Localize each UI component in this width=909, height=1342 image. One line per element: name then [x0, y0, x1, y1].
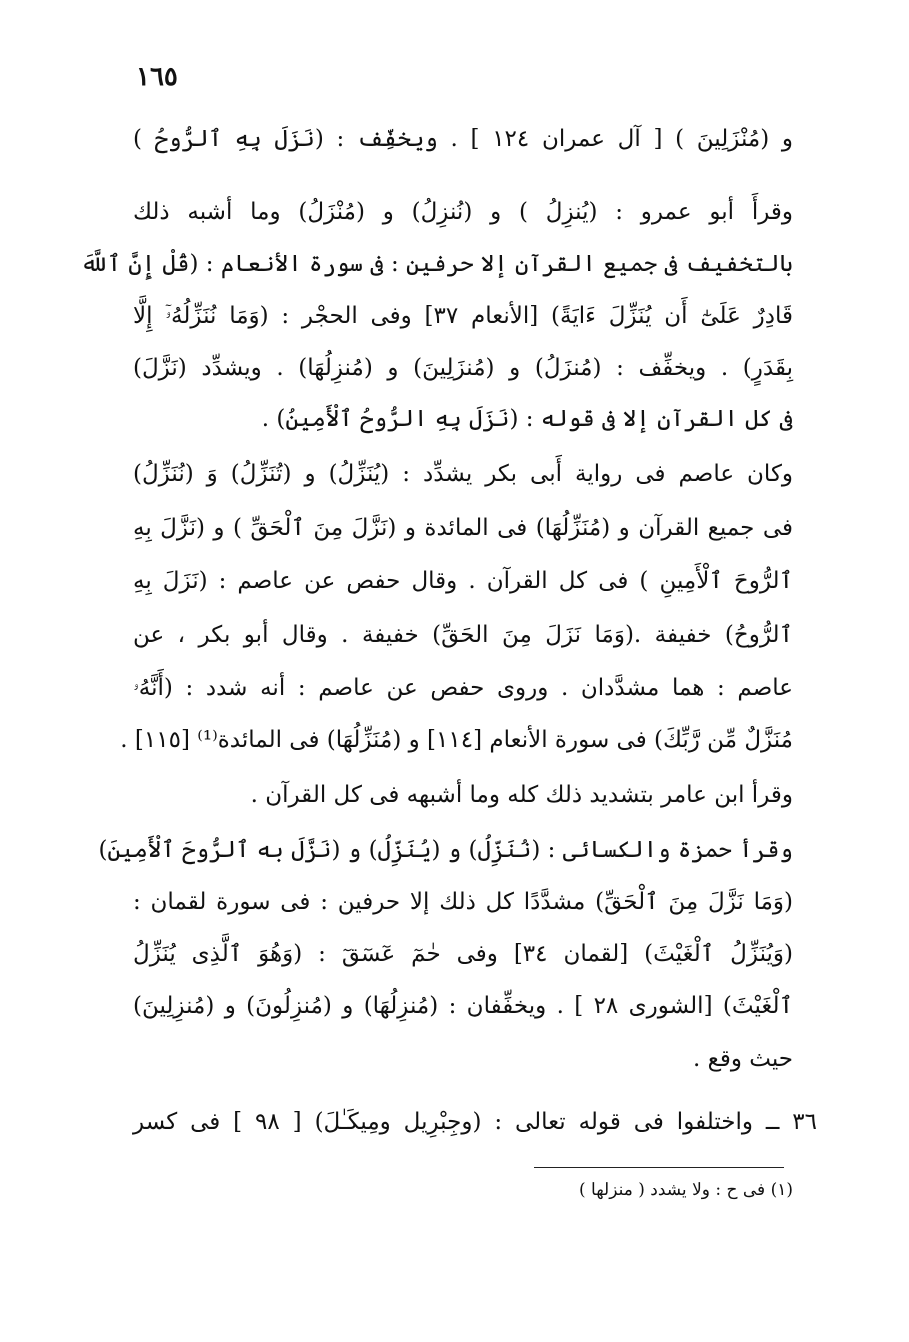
- text-line-11: عاصم : هما مشدَّدان . وروى حفص عن عاصم : أنه شدد : (أَنَّهُۥ: [133, 675, 793, 701]
- text-line-13: وقرأ ابن عامر بتشديد ذلك كله وما أشبهه فى كل القرآن .: [250, 782, 793, 808]
- text-line-17: ٱلْغَيْثَ) [الشورى ٢٨ ] . ويخفِّفان : (مُنزِلُهَا) و (مُنزِلُونَ) و (مُنزِلِينَ): [133, 993, 793, 1019]
- footnote-rule: [534, 1167, 784, 1168]
- text-line-19: ٣٦ ــ واختلفوا فى قوله تعالى : (وجِبْرِيل ومِيكَـٰلَ) [ ٩٨ ] فى كسر: [133, 1109, 818, 1135]
- text-line-14: وقرأ حمزة والكسائى : (نُنَزِّلُ) و (يُنَزِّلُ) و (نَزَّلَ به ٱلرُّوحَ ٱلْأَمِينَ): [98, 837, 793, 863]
- text-line-12: مُنَزَّلٌ مِّن رَّبِّكَ) فى سورة الأنعام [١١٤] و (مُنَزِّلُهَا) فى المائدة⁽¹⁾ [١١٥] .: [120, 727, 793, 753]
- text-line-18: حيث وقع .: [692, 1046, 793, 1072]
- text-line-3: بالتخفيف فى جميع القرآن إلا حرفين : فى سورة الأنعام : (قُلْ إِنَّ ٱللَّهَ: [80, 251, 793, 277]
- text-line-16: (وَيُنَزِّلُ ٱلْغَيْثَ) [لقمان ٣٤] وفى حٰمٓ عٓسٓقٓ : (وَهُوَ ٱلَّذِى يُنَزِّلُ: [133, 941, 793, 967]
- text-line-10: ٱلرُّوحُ) خفيفة .(وَمَا نَزَلَ مِنَ الحَقِّ) خفيفة . وقال أبو بكر ، عن: [133, 622, 793, 648]
- page-number: ١٦٥: [136, 62, 178, 92]
- text-line-2: وقرأَ أبو عمرو : (يُنزِلُ ) و (نُنزِلُ) و (مُنْزَلُ) وما أشبه ذلك: [133, 199, 793, 225]
- text-line-5: بِقَدَرٍ) . ويخفِّف : (مُنزَلُ) و (مُنزَلِينَ) و (مُنزِلُهَا) . ويشدِّد (نَزَّلَ): [133, 355, 793, 381]
- footnote: (١) فى ح : ولا يشدد ( منزلها ): [578, 1180, 793, 1200]
- text-line-15: (وَمَا نَزَّلَ مِنَ ٱلْحَقِّ) مشدَّدًا كل ذلك إلا حرفين : فى سورة لقمان :: [133, 889, 793, 915]
- text-line-7: وكان عاصم فى رواية أَبى بكر يشدِّد : (يُنَزِّلُ) و (تُنَزِّلُ) وَ (نُنَزِّلُ): [133, 461, 793, 487]
- text-line-4: قَادِرٌ عَلَىٰٓ أَن يُنَزِّلَ ءَايَةً) [الأنعام ٣٧] وفى الحجْر : (وَمَا نُنَزِّلُهُۥٓ إِلَّا: [133, 303, 793, 329]
- text-line-6: فى كل القرآن إلا فى قوله : (نَزَلَ بِهِ الرُّوحُ ٱلْأَمِينُ) .: [261, 406, 793, 432]
- text-line-9: ٱلرُّوحَ ٱلْأَمِينِ ) فى كل القرآن . وقال حفص عن عاصم : (نَزَلَ بِهِ: [133, 568, 793, 594]
- text-line-1: و (مُنْزَلِينَ ) [ آل عمران ١٢٤ ] . ويخفِّف : (نَزَلَ بِهِ ٱلرُّوحُ ): [133, 126, 793, 152]
- text-line-8: فى جميع القرآن و (مُنَزِّلُهَا) فى المائدة و (نَزَّلَ مِنَ ٱلْحَقِّ ) و (نَزَّلَ بِهِ: [133, 515, 793, 541]
